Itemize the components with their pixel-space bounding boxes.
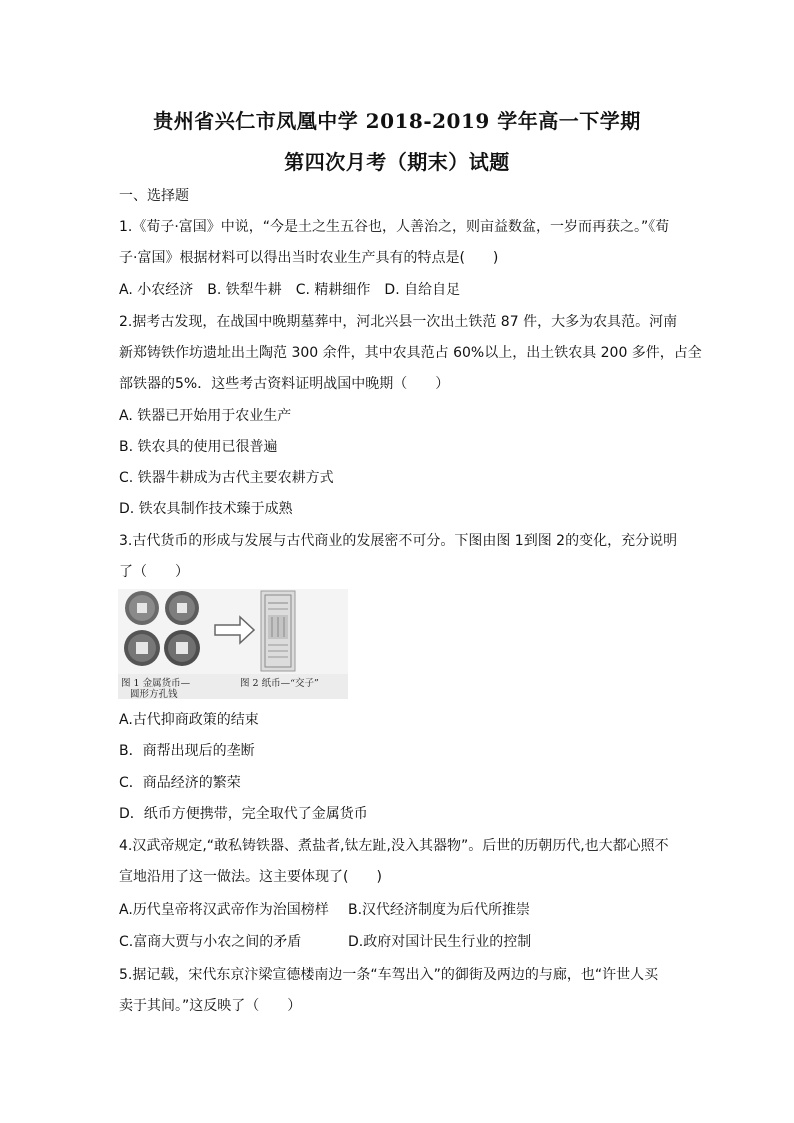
q2-option-b: B. 铁农具的使用已很普遍	[119, 439, 278, 455]
q2-stem-line3: 部铁器的5%．这些考古资料证明战国中晚期（ ）	[119, 376, 450, 392]
q4-option-a: A.历代皇帝将汉武帝作为治国榜样	[119, 902, 329, 918]
q3-option-b: B．商帮出现后的垄断	[119, 743, 255, 759]
coin-icon	[164, 630, 200, 666]
figure2-caption: 图 2 纸币—“交子”	[240, 678, 319, 689]
currency-figure-image	[118, 589, 348, 699]
q2-option-c: C. 铁器牛耕成为古代主要农耕方式	[119, 470, 334, 486]
q2-option-a: A. 铁器已开始用于农业生产	[119, 408, 292, 424]
figure1-caption-line1: 图 1 金属货币—	[121, 678, 191, 689]
q2-stem-line2: 新郑铸铁作坊遗址出土陶范 300 余件，其中农具范占 60%以上，出土铁农具 200 多件，占全	[119, 345, 702, 361]
document-title-line2: 第四次月考（期末）试题	[284, 150, 510, 174]
q4-stem-line2: 宣地沿用了这一做法。这主要体现了( )	[119, 869, 382, 885]
document-title-line1: 贵州省兴仁市凤凰中学 2018-2019 学年高一下学期	[153, 109, 641, 133]
q4-option-d: D.政府对国计民生行业的控制	[348, 934, 532, 950]
q4-option-c: C.富商大贾与小农之间的矛盾	[119, 934, 302, 950]
q3-option-a: A.古代抑商政策的结束	[119, 712, 259, 728]
q4-option-b: B.汉代经济制度为后代所推崇	[348, 902, 531, 918]
q3-option-c: C．商品经济的繁荣	[119, 775, 241, 791]
q5-stem-line1: 5.据记载，宋代东京汴梁宣德楼南边一条“车驾出入”的御街及两边的与廊，也“许世人买	[119, 967, 659, 983]
q1-stem-line2: 子·富国》根据材料可以得出当时农业生产具有的特点是( )	[119, 250, 499, 266]
q1-stem-line1: 1.《荀子·富国》中说，“今是土之生五谷也，人善治之，则亩益数盆，一岁而再获之。”《荀	[119, 219, 670, 235]
figure1-caption-line2: 圆形方孔钱	[130, 689, 178, 699]
q1-options: A. 小农经济 B. 铁犁牛耕 C. 精耕细作 D. 自给自足	[119, 282, 461, 298]
coin-icon	[125, 591, 159, 625]
currency-figure	[118, 589, 348, 699]
q3-stem-line2: 了（ ）	[119, 564, 189, 580]
q2-stem-line1: 2.据考古发现，在战国中晚期墓葬中，河北兴县一次出土铁范 87 件，大多为农具范。河南	[119, 314, 678, 330]
paper-money-image	[261, 591, 295, 671]
q4-stem-line1: 4.汉武帝规定,“敢私铸铁器、煮盐者,钛左趾,没入其器物”。后世的历朝历代,也大都心照不	[119, 838, 669, 854]
q2-option-d: D. 铁农具制作技术臻于成熟	[119, 501, 293, 517]
q5-stem-line2: 卖于其间。”这反映了（ ）	[119, 998, 302, 1014]
q3-stem-line1: 3.古代货币的形成与发展与古代商业的发展密不可分。下图由图 1到图 2的变化，充分说明	[119, 533, 678, 549]
section-heading: 一、选择题	[119, 188, 189, 204]
q3-option-d: D．纸币方便携带，完全取代了金属货币	[119, 806, 368, 822]
coin-icon	[165, 591, 199, 625]
coin-icon	[124, 630, 160, 666]
